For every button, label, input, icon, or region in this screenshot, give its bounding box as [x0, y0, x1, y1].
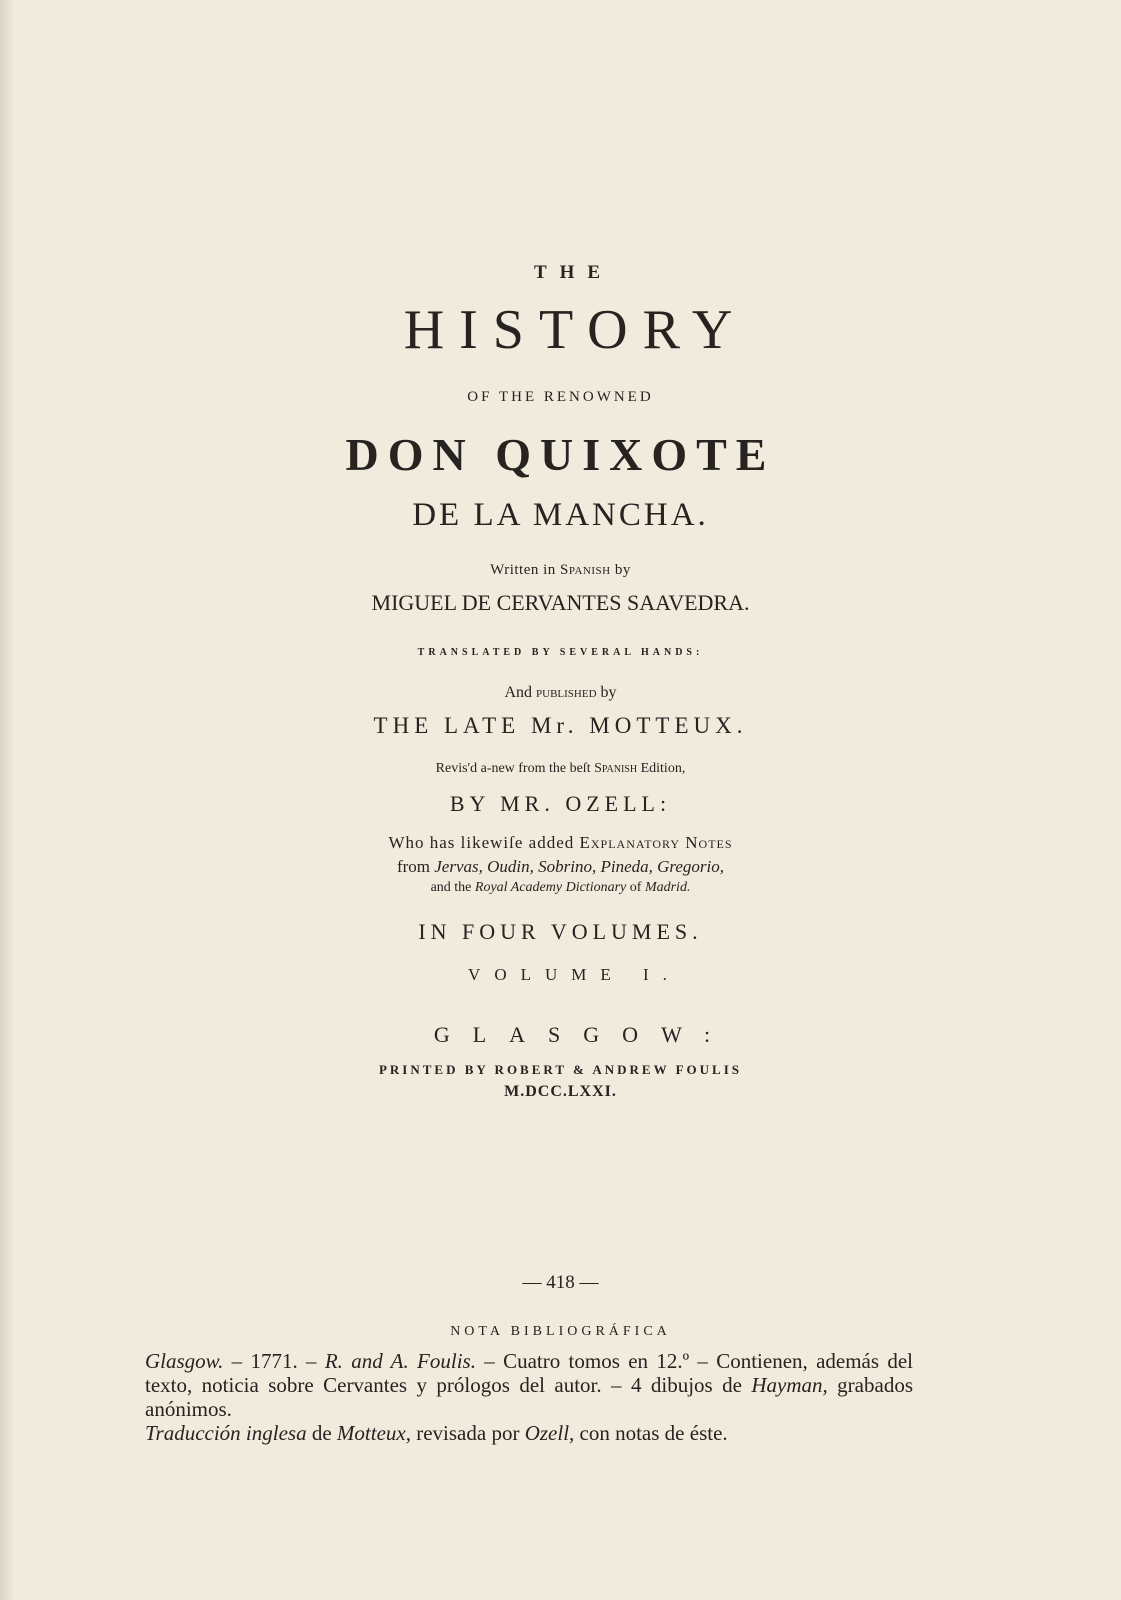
- academy-dictionary: Royal Academy Dictionary: [474, 880, 627, 895]
- volume-number: VOLUME I.: [468, 965, 681, 984]
- nota-traduccion: Traducción inglesa: [145, 1421, 307, 1445]
- imprint-year: M.DCC.LXXI.: [504, 1083, 617, 1100]
- title-the: THE: [533, 262, 614, 283]
- written-suffix: by: [614, 562, 631, 578]
- nota-year: – 1771. –: [223, 1349, 325, 1373]
- imprint-place: GLASGOW:: [433, 1022, 734, 1047]
- published-suffix: by: [600, 684, 617, 701]
- revised-suffix: Edition,: [640, 761, 686, 776]
- academy-place: Madrid.: [644, 880, 691, 895]
- authorities-names: Jervas, Oudin, Sobrino, Pineda, Gregorio,: [434, 857, 725, 876]
- nota-engravings: grabados anónimos.: [145, 1373, 913, 1421]
- published-word: published: [536, 684, 597, 701]
- title-don-quixote: DON QUIXOTE: [345, 429, 776, 480]
- page-number: — 418 —: [522, 1272, 599, 1293]
- revised-prefix: Revis'd a-new from the beſt: [435, 761, 591, 776]
- translated-line: TRANSLATED BY SEVERAL HANDS:: [417, 647, 704, 658]
- written-language: Spanish: [560, 562, 611, 578]
- translator-motteux: THE LATE Mr. MOTTEUX.: [373, 713, 748, 738]
- revised-line: [0, 761, 1121, 777]
- nota-end: con notas de éste.: [574, 1421, 728, 1445]
- revised-language: Spanish: [594, 761, 638, 776]
- written-prefix: Written in: [490, 562, 556, 578]
- academy-prefix: and the: [430, 880, 472, 895]
- nota-revisada: revisada por: [410, 1421, 525, 1445]
- nota-paragraph-1: [145, 1349, 913, 1421]
- title-de-la-mancha: DE LA MANCHA.: [412, 497, 709, 533]
- nota-motteux: Motteux,: [336, 1421, 411, 1445]
- nota-de: de: [306, 1421, 337, 1445]
- nota-body: [145, 1349, 913, 1445]
- title-renowned: OF THE RENOWNED: [467, 389, 654, 405]
- published-prefix: And: [504, 684, 533, 701]
- nota-printers: R. and A. Foulis.: [324, 1349, 476, 1373]
- author-name: MIGUEL DE CERVANTES SAAVEDRA.: [371, 590, 750, 615]
- in-four-volumes: IN FOUR VOLUMES.: [418, 919, 703, 944]
- nota-hayman: Hayman,: [751, 1373, 828, 1397]
- reviser-ozell: BY MR. OZELL:: [449, 791, 672, 816]
- nota-description: – Cuatro tomos en 12.º – Contienen, además del texto, noticia sobre Cervantes y prólogos del autor. – 4 dibujos de: [145, 1349, 914, 1397]
- notes-prefix: Who has likewiſe added: [388, 833, 575, 852]
- academy-of: of: [629, 880, 642, 895]
- notes-caps: Explanatory Notes: [579, 833, 733, 852]
- nota-ozell: Ozell,: [524, 1421, 575, 1445]
- published-line: [0, 684, 1121, 702]
- title-history: HISTORY: [403, 299, 748, 361]
- nota-paragraph-2: [145, 1421, 913, 1445]
- nota-place: Glasgow.: [145, 1349, 224, 1373]
- from-word: from: [396, 857, 431, 876]
- imprint-printers: PRINTED BY ROBERT & ANDREW FOULIS: [378, 1062, 743, 1077]
- written-line: [0, 562, 1121, 579]
- authorities-line: [0, 857, 1121, 877]
- academy-line: [0, 880, 1121, 896]
- notes-line: [0, 833, 1121, 853]
- nota-heading: NOTA BIBLIOGRÁFICA: [450, 1324, 671, 1339]
